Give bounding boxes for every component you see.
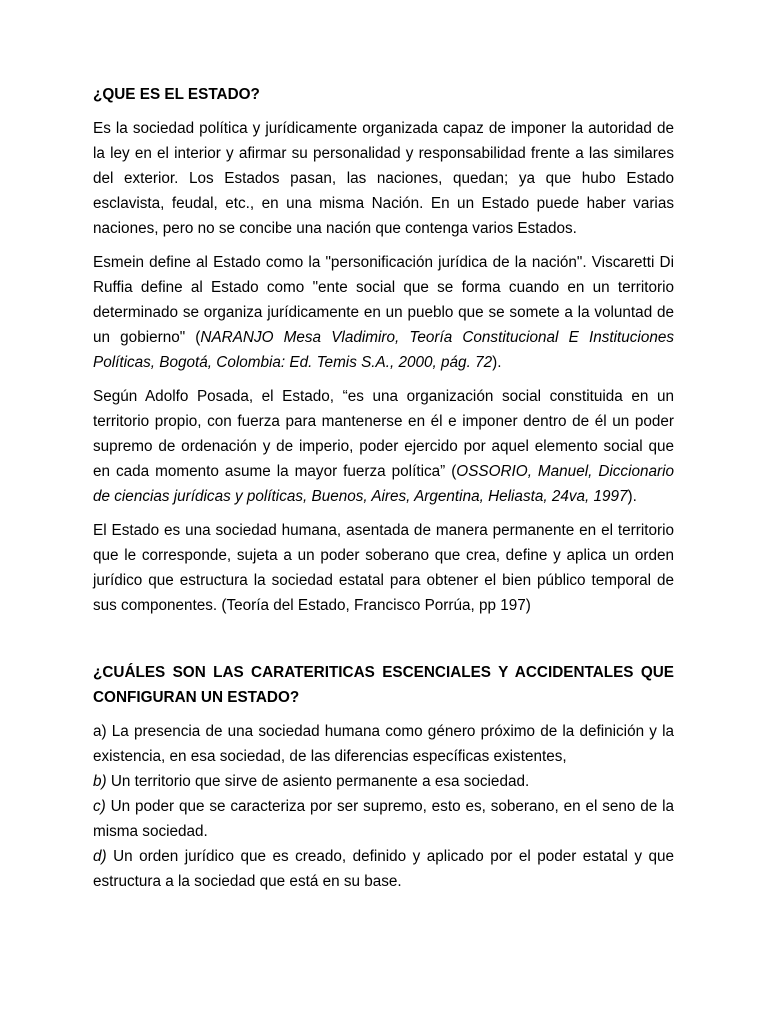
list-text-b: Un territorio que sirve de asiento permanente a esa sociedad.	[106, 773, 530, 790]
list-text-c: Un poder que se caracteriza por ser supremo, esto es, soberano, en el seno de la misma sociedad.	[93, 798, 674, 840]
document-page	[93, 82, 674, 894]
section-title-caracteristicas: ¿CUÁLES SON LAS CARATERITICAS ESCENCIALES Y ACCIDENTALES QUE CONFIGURAN UN ESTADO?	[93, 664, 674, 706]
list-marker-d: d)	[93, 848, 107, 865]
list-text-d: Un orden jurídico que es creado, definido y aplicado por el poder estatal y que estructura a la sociedad que está en su base.	[93, 848, 674, 890]
paragraph-esmein	[93, 250, 674, 375]
list-text-a: La presencia de una sociedad humana como género próximo de la definición y la existencia, en esa sociedad, de las diferencias específicas existentes,	[93, 723, 674, 765]
list-marker-a: a)	[93, 723, 107, 740]
paragraph-esmein-text: Esmein define al Estado como la "personificación jurídica de la nación". Viscaretti Di Ruffia define al Estado como "ente social que se forma cuando en un territorio determinado se organiza jurídicamente en un pueblo que se somete a la voluntad de un gobierno" (	[93, 254, 674, 346]
paragraph-posada-text: Según Adolfo Posada, el Estado, “es una organización social constituida en un territorio propio, con fuerza para mantenerse en él e imponer dentro de él un poder supremo de ordenación y de imperio, poder ejercido por aquel elemento social que en cada momento asume la mayor fuerza política” (	[93, 388, 674, 480]
list-marker-b: b)	[93, 773, 107, 790]
citation-naranjo: NARANJO Mesa Vladimiro, Teoría Constitucional E Instituciones Políticas, Bogotá, Colombia: Ed. Temis S.A., 2000, pág. 72	[93, 329, 674, 371]
paragraph-posada	[93, 384, 674, 509]
characteristics-list	[93, 719, 674, 894]
citation-ossorio: OSSORIO, Manuel, Diccionario de ciencias jurídicas y políticas, Buenos, Aires, Argentina, Heliasta, 24va, 1997	[93, 463, 674, 505]
list-item-d	[93, 844, 674, 894]
paragraph-porrua: El Estado es una sociedad humana, asentada de manera permanente en el territorio que le corresponde, sujeta a un poder soberano que crea, define y aplica un orden jurídico que estructura la sociedad estatal para obtener el bien público temporal de sus componentes. (Teoría del Estado, Francisco Porrúa, pp 197)	[93, 522, 674, 614]
paragraph-definition: Es la sociedad política y jurídicamente organizada capaz de imponer la autoridad de la ley en el interior y afirmar su personalidad y responsabilidad frente a las similares del exterior. Los Estados pasan, las naciones, quedan; ya que hubo Estado esclavista, feudal, etc., en una misma Nación. En un Estado puede haber varias naciones, pero no se concibe una nación que contenga varios Estados.	[93, 120, 674, 237]
list-item-b	[93, 769, 674, 794]
list-item-a	[93, 719, 674, 769]
paragraph-posada-close: ).	[627, 488, 637, 505]
list-marker-c: c)	[93, 798, 106, 815]
section-title-que-es-el-estado: ¿QUE ES EL ESTADO?	[93, 86, 260, 103]
list-item-c	[93, 794, 674, 844]
paragraph-esmein-close: ).	[492, 354, 502, 371]
